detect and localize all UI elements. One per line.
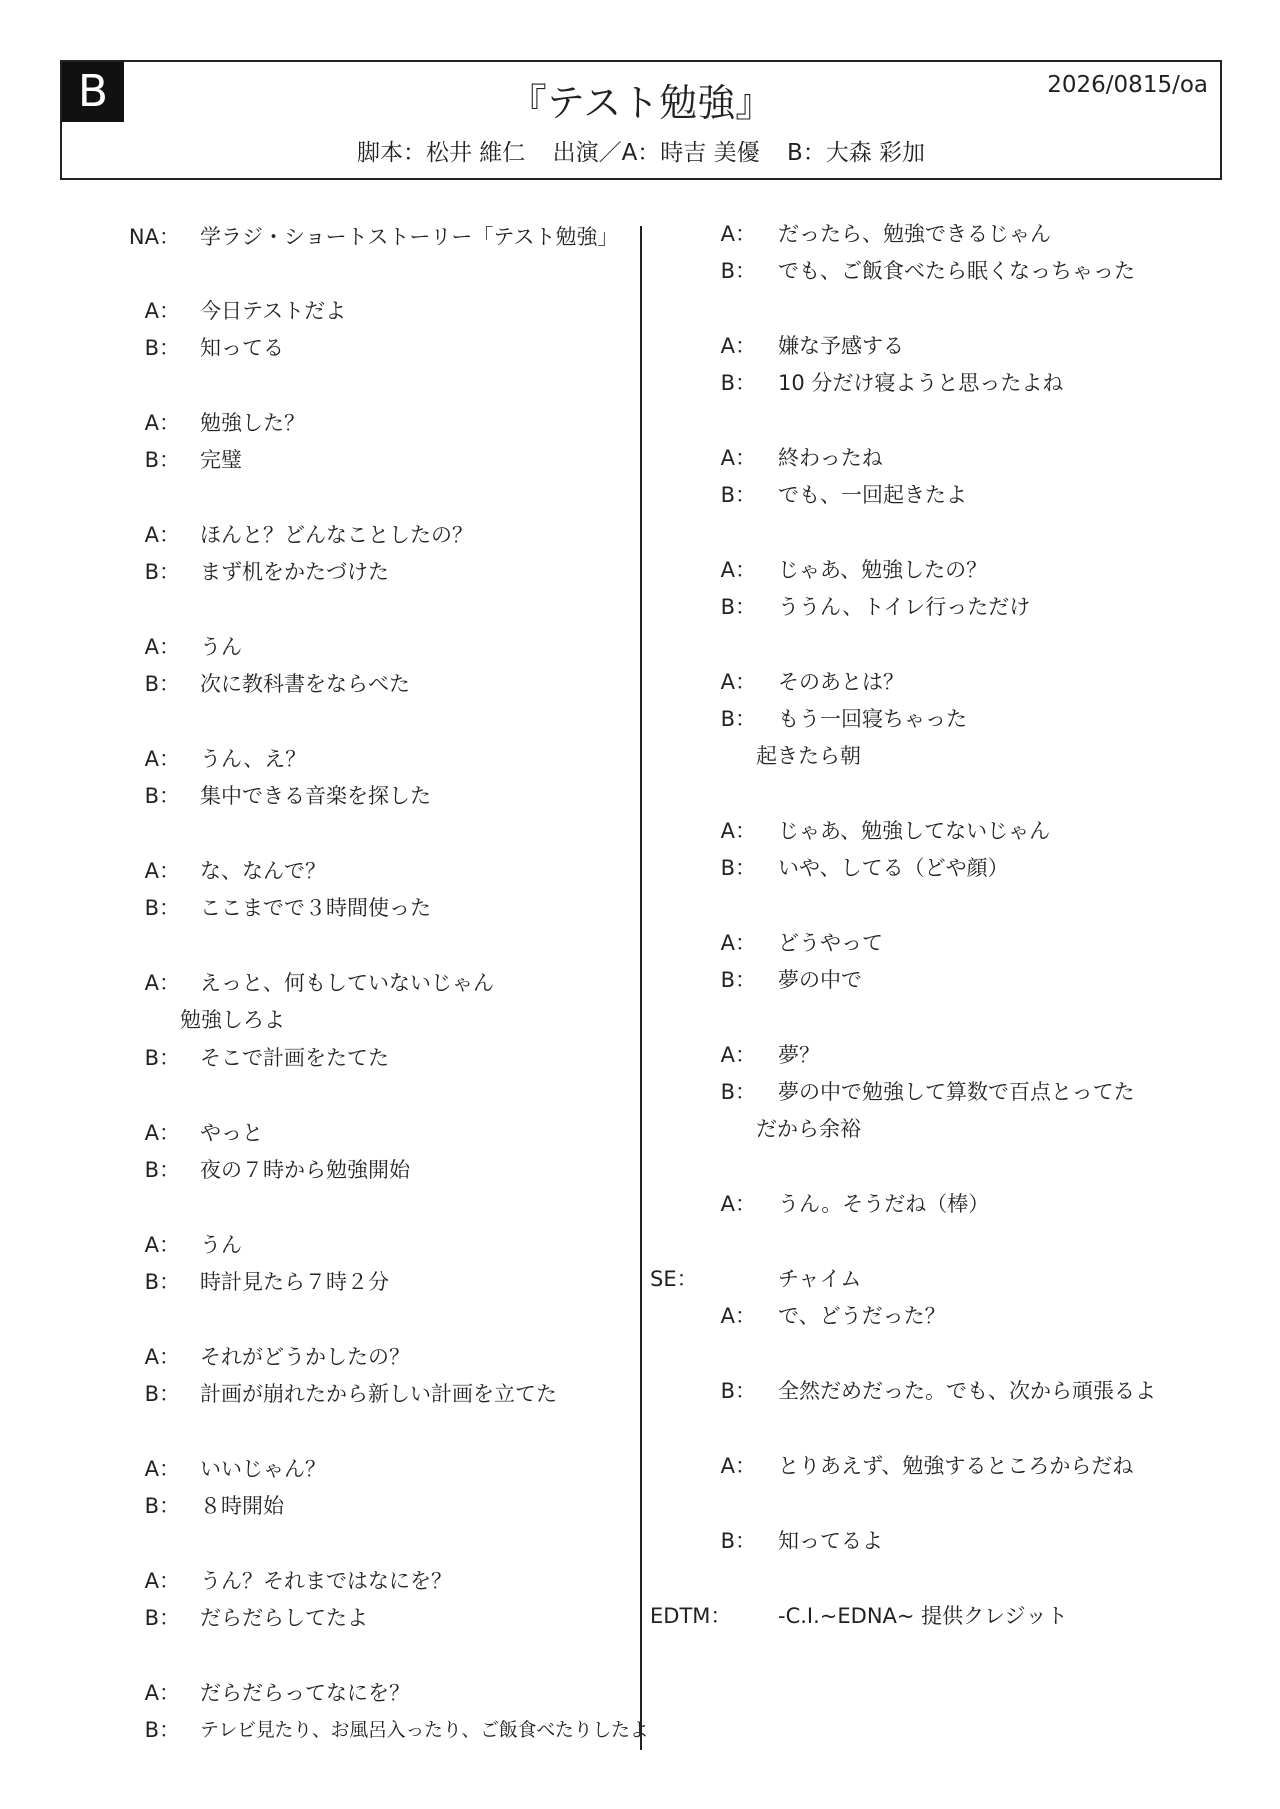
dialogue-text: で、どうだった？ <box>778 1304 946 1328</box>
dialogue-line <box>0 1678 1280 1708</box>
dialogue-line <box>0 965 1280 995</box>
dialogue-text: やっと <box>200 1121 263 1145</box>
speaker-label: B： <box>720 595 756 619</box>
speaker-label: B： <box>144 1382 180 1406</box>
dialogue-line <box>0 1040 1280 1070</box>
script-credit: 脚本：松井 維仁 <box>356 140 526 166</box>
dialogue-text: じゃあ、勉強してないじゃん <box>778 819 1051 843</box>
speaker-label: B： <box>144 1494 180 1518</box>
dialogue-text: うん、え？ <box>200 747 307 771</box>
dialogue-line <box>0 1077 1280 1107</box>
dialogue-text: 夜の７時から勉強開始 <box>200 1158 410 1182</box>
dialogue-text: 時計見たら７時２分 <box>200 1270 389 1294</box>
dialogue-text: えっと、何もしていないじゃん <box>200 971 494 995</box>
dialogue-text: 知ってるよ <box>778 1529 883 1553</box>
dialogue-text: 知ってる <box>200 336 284 360</box>
dialogue-text: ううん、トイレ行っただけ <box>778 595 1031 619</box>
dialogue-text: だから余裕 <box>756 1117 861 1141</box>
dialogue-text: 今日テストだよ <box>200 299 347 323</box>
speaker-label: A： <box>144 859 180 883</box>
speaker-label: B： <box>144 896 180 920</box>
dialogue-text: でも、一回起きたよ <box>778 483 967 507</box>
broadcast-date: 2026/0815/oa <box>1047 72 1208 98</box>
speaker-label: A： <box>144 1681 180 1705</box>
dialogue-text: 完璧 <box>200 448 242 472</box>
speaker-label: A： <box>720 222 756 246</box>
dialogue-line <box>0 1342 1280 1372</box>
speaker-label: A： <box>144 1569 180 1593</box>
dialogue-text: 勉強した？ <box>200 411 305 435</box>
speaker-label: B： <box>144 1158 180 1182</box>
speaker-label: A： <box>144 971 180 995</box>
speaker-label: A： <box>720 334 756 358</box>
dialogue-text: -C.I.~EDNA~ 提供クレジット <box>778 1604 1068 1628</box>
dialogue-text: 学ラジ・ショートストーリー「テスト勉強」 <box>200 225 619 249</box>
speaker-label: B： <box>720 1080 756 1104</box>
dialogue-text: ほんと？どんなことしたの？ <box>200 523 473 547</box>
speaker-label: A： <box>720 819 756 843</box>
dialogue-line <box>0 1526 1280 1556</box>
dialogue-text: ８時開始 <box>200 1494 284 1518</box>
speaker-label: A： <box>144 1457 180 1481</box>
dialogue-line <box>0 592 1280 622</box>
dialogue-line <box>0 555 1280 585</box>
dialogue-text: 勉強しろよ <box>180 1008 285 1032</box>
speaker-label: A： <box>144 1233 180 1257</box>
version-badge: B <box>62 62 124 122</box>
speaker-label: A： <box>144 299 180 323</box>
dialogue-line <box>0 1451 1280 1481</box>
dialogue-text: 終わったね <box>778 446 883 470</box>
dialogue-text: まず机をかたづけた <box>200 560 389 584</box>
speaker-label: NA： <box>128 225 180 249</box>
dialogue-line <box>0 331 1280 361</box>
dialogue-text: 計画が崩れたから新しい計画を立てた <box>200 1382 557 1406</box>
speaker-label: A： <box>144 1345 180 1369</box>
dialogue-text: そこで計画をたてた <box>200 1046 389 1070</box>
dialogue-line <box>0 667 1280 697</box>
speaker-label: A： <box>720 446 756 470</box>
script-title: 『テスト勉強』 <box>508 81 774 125</box>
speaker-label: A： <box>720 1043 756 1067</box>
dialogue-text: な、なんで？ <box>200 859 326 883</box>
speaker-label: B： <box>144 1606 180 1630</box>
speaker-label: A： <box>144 747 180 771</box>
speaker-label: B： <box>144 448 180 472</box>
dialogue-text: とりあえず、勉強するところからだね <box>778 1454 1134 1478</box>
speaker-label: A： <box>144 1121 180 1145</box>
speaker-label: B： <box>720 483 756 507</box>
dialogue-line <box>0 1491 1280 1521</box>
dialogue-line <box>0 1376 1280 1406</box>
speaker-label: B： <box>144 336 180 360</box>
dialogue-text: それがどうかしたの？ <box>200 1345 410 1369</box>
dialogue-line <box>0 741 1280 771</box>
dialogue-line <box>0 1601 1280 1631</box>
dialogue-text: 夢の中で勉強して算数で百点とってた <box>778 1080 1135 1104</box>
dialogue-text: 夢の中で <box>778 968 862 992</box>
dialogue-text: 夢？ <box>778 1043 820 1067</box>
dialogue-line <box>0 781 1280 811</box>
cast-credit-b: B：大森 彩加 <box>786 140 926 166</box>
dialogue-text: うん。そうだね（棒） <box>778 1192 990 1216</box>
cast-credit-a: 出演／A：時吉 美優 <box>552 140 760 166</box>
dialogue-line <box>0 480 1280 510</box>
speaker-label: B： <box>144 1270 180 1294</box>
speaker-label: A： <box>720 558 756 582</box>
dialogue-text: だったら、勉強できるじゃん <box>778 222 1051 246</box>
header-box <box>60 60 1222 180</box>
dialogue-text: どうやって <box>778 931 883 955</box>
speaker-label: B： <box>720 1379 756 1403</box>
dialogue-line <box>0 408 1280 438</box>
dialogue-line <box>0 520 1280 550</box>
dialogue-text: テレビ見たり、お風呂入ったり、ご飯食べたりしたよ <box>200 1719 649 1741</box>
dialogue-text: いや、してる（どや顔） <box>778 856 1009 880</box>
speaker-label: B： <box>720 856 756 880</box>
dialogue-line <box>0 928 1280 958</box>
dialogue-text: チャイム <box>778 1267 862 1291</box>
dialogue-text: 次に教科書をならべた <box>200 672 410 696</box>
speaker-label: B： <box>144 672 180 696</box>
speaker-label: EDTM： <box>650 1604 732 1628</box>
dialogue-line <box>0 256 1280 286</box>
dialogue-line <box>0 1114 1280 1144</box>
speaker-label: A： <box>720 1192 756 1216</box>
credits-line <box>62 134 1220 167</box>
speaker-label: SE： <box>650 1267 698 1291</box>
speaker-label: A： <box>144 523 180 547</box>
dialogue-text: 嫌な予感する <box>778 334 904 358</box>
speaker-label: B： <box>720 371 756 395</box>
dialogue-line <box>0 443 1280 473</box>
dialogue-line <box>0 704 1280 734</box>
dialogue-line <box>0 1230 1280 1260</box>
dialogue-text: うん <box>200 635 242 659</box>
dialogue-text: そのあとは？ <box>778 670 904 694</box>
dialogue-text: うん <box>200 1233 242 1257</box>
dialogue-line <box>0 296 1280 326</box>
speaker-label: A： <box>720 670 756 694</box>
dialogue-line <box>0 368 1280 398</box>
speaker-label: A： <box>720 1454 756 1478</box>
dialogue-line <box>0 1566 1280 1596</box>
speaker-label: B： <box>720 968 756 992</box>
dialogue-text: うん？それまではなにを？ <box>200 1569 452 1593</box>
dialogue-text: ここまでで３時間使った <box>200 896 431 920</box>
dialogue-text: もう一回寝ちゃった <box>778 707 967 731</box>
dialogue-text: でも、ご飯食べたら眠くなっちゃった <box>778 259 1135 283</box>
speaker-label: A： <box>144 635 180 659</box>
speaker-label: B： <box>144 784 180 808</box>
speaker-label: B： <box>144 560 180 584</box>
dialogue-line <box>0 632 1280 662</box>
dialogue-text: 10 分だけ寝ようと思ったよね <box>778 371 1064 395</box>
speaker-label: B： <box>720 707 756 731</box>
dialogue-text: いいじゃん？ <box>200 1457 326 1481</box>
dialogue-line <box>0 219 1280 249</box>
dialogue-line <box>0 1005 1280 1035</box>
dialogue-line <box>0 1715 1280 1745</box>
dialogue-text: 全然だめだった。でも、次から頑張るよ <box>778 1379 1156 1403</box>
dialogue-line <box>0 816 1280 846</box>
dialogue-text: 集中できる音楽を探した <box>200 784 431 808</box>
dialogue-line <box>0 1264 1280 1294</box>
dialogue-text: 起きたら朝 <box>756 744 861 768</box>
dialogue-text: だらだらしてたよ <box>200 1606 368 1630</box>
dialogue-line <box>0 893 1280 923</box>
speaker-label: A： <box>720 1304 756 1328</box>
dialogue-text: じゃあ、勉強したの？ <box>778 558 988 582</box>
dialogue-line <box>0 853 1280 883</box>
speaker-label: B： <box>720 259 756 283</box>
speaker-label: A： <box>144 411 180 435</box>
dialogue-line <box>0 1155 1280 1185</box>
dialogue-line <box>0 1301 1280 1331</box>
dialogue-line <box>0 1189 1280 1219</box>
speaker-label: B： <box>144 1718 180 1742</box>
speaker-label: B： <box>720 1529 756 1553</box>
speaker-label: B： <box>144 1046 180 1070</box>
dialogue-text: だらだらってなにを？ <box>200 1681 410 1705</box>
speaker-label: A： <box>720 931 756 955</box>
